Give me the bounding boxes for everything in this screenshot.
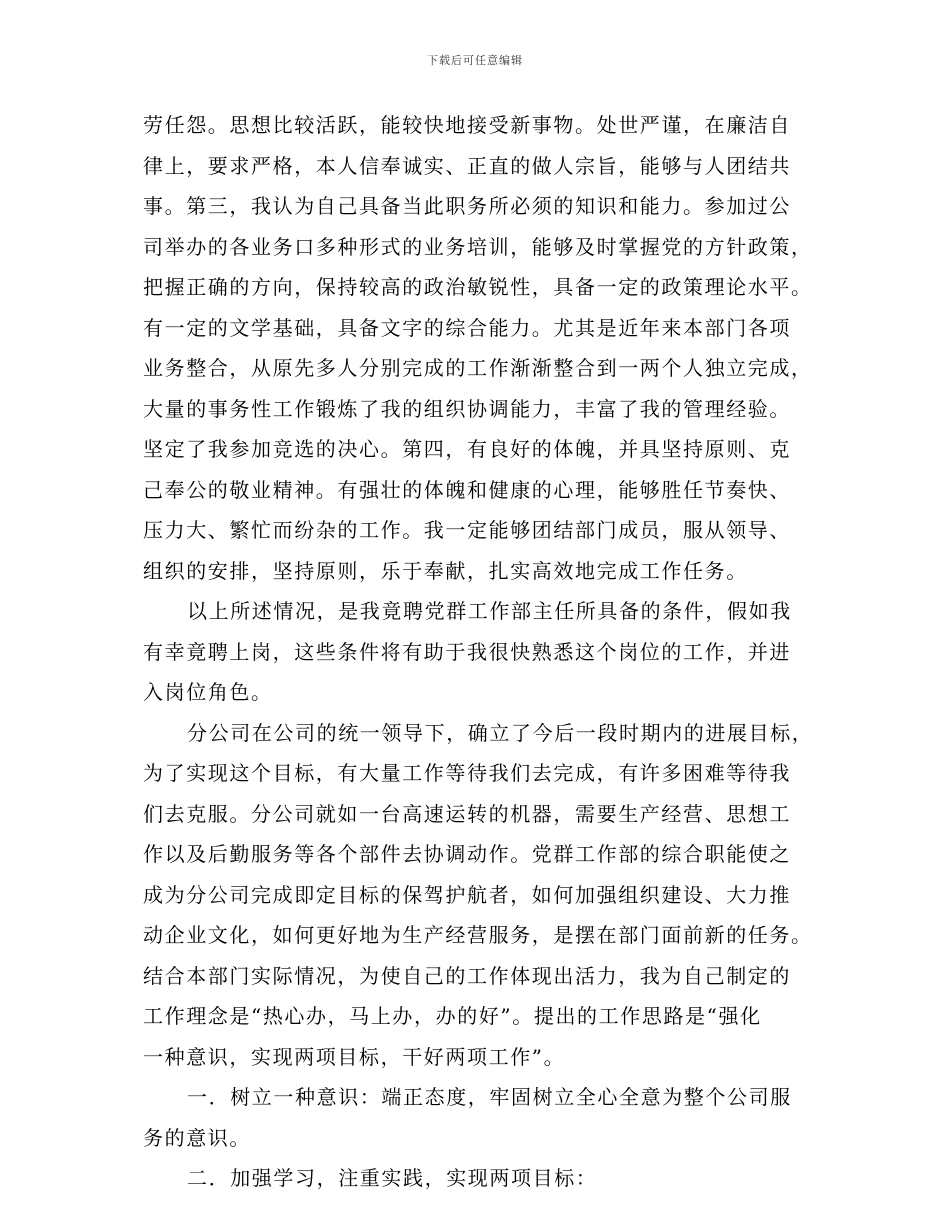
text-line: 工作理念是“热心办，马上办，办的好”。提出的工作思路是“强化 (143, 1004, 762, 1028)
text-line: 大量的事务性工作锻炼了我的组织协调能力，丰富了我的管理经验。 (143, 396, 791, 421)
text-line: 以上所述情况，是我竟聘党群工作部主任所具备的条件，假如我 (187, 599, 792, 623)
text-line: 们去克服。分公司就如一台高速运转的机器，需要生产经营、思想工 (143, 801, 791, 826)
text-line: 入岗位角色。 (143, 680, 273, 704)
paragraph-goals (143, 713, 814, 1078)
text-line: 成为分公司完成即定目标的保驾护航者，如何加强组织建设、大力推 (143, 882, 791, 907)
page-header-note: 下载后可任意编辑 (427, 54, 523, 67)
text-line: 一种意识，实现两项目标，干好两项工作”。 (143, 1044, 566, 1069)
paragraph-summary (143, 591, 807, 713)
text-line: 为了实现这个目标，有大量工作等待我们去完成，有许多困难等待我 (143, 761, 791, 785)
text-line: 务的意识。 (143, 1125, 251, 1150)
text-line: 一．树立一种意识：端正态度，牢固树立全心全意为整个公司服 (187, 1085, 792, 1109)
text-line: 有幸竟聘上岗，这些条件将有助于我很快熟悉这个岗位的工作，并进 (143, 639, 791, 664)
text-line: 压力大、繁忙而纷杂的工作。我一定能够团结部门成员，服从领导、 (143, 518, 791, 542)
text-line: 组织的安排，坚持原则，乐于奉献，扎实高效地完成工作任务。 (143, 558, 748, 583)
paragraph-item-two (143, 1158, 807, 1199)
text-line: 作以及后勤服务等各个部件去协调动作。党群工作部的综合职能使之 (143, 842, 791, 866)
document-body (143, 105, 814, 1199)
text-line: 动企业文化，如何更好地为生产经营服务，是摆在部门面前新的任务。 (143, 923, 813, 947)
paragraph-qualifications (143, 105, 813, 591)
text-line: 分公司在公司的统一领导下，确立了今后一段时期内的进展目标， (187, 720, 814, 745)
text-line: 事。第三，我认为自己具备当此职务所必须的知识和能力。参加过公 (143, 194, 791, 218)
text-line: 有一定的文学基础，具备文字的综合能力。尤其是近年来本部门各项 (143, 315, 791, 340)
text-line: 劳任怨。思想比较活跃，能较快地接受新事物。处世严谨，在廉洁自 (143, 113, 791, 137)
text-line: 律上，要求严格，本人信奉诚实、正直的做人宗旨，能够与人团结共 (143, 153, 791, 178)
text-line: 己奉公的敬业精神。有强壮的体魄和健康的心理，能够胜任节奏快、 (143, 477, 791, 502)
text-line: 把握正确的方向，保持较高的政治敏锐性，具备一定的政策理论水平。 (143, 275, 813, 299)
paragraph-item-one (143, 1077, 807, 1158)
text-line: 司举办的各业务口多种形式的业务培训，能够及时掌握党的方针政策， (143, 234, 813, 259)
text-line: 结合本部门实际情况，为使自己的工作体现出活力，我为自己制定的 (143, 963, 791, 988)
text-line: 二．加强学习，注重实践，实现两项目标： (187, 1166, 598, 1190)
text-line: 业务整合，从原先多人分别完成的工作渐渐整合到一两个人独立完成， (143, 356, 813, 380)
text-line: 坚定了我参加竞选的决心。第四，有良好的体魄，并具坚持原则、克 (143, 437, 791, 461)
